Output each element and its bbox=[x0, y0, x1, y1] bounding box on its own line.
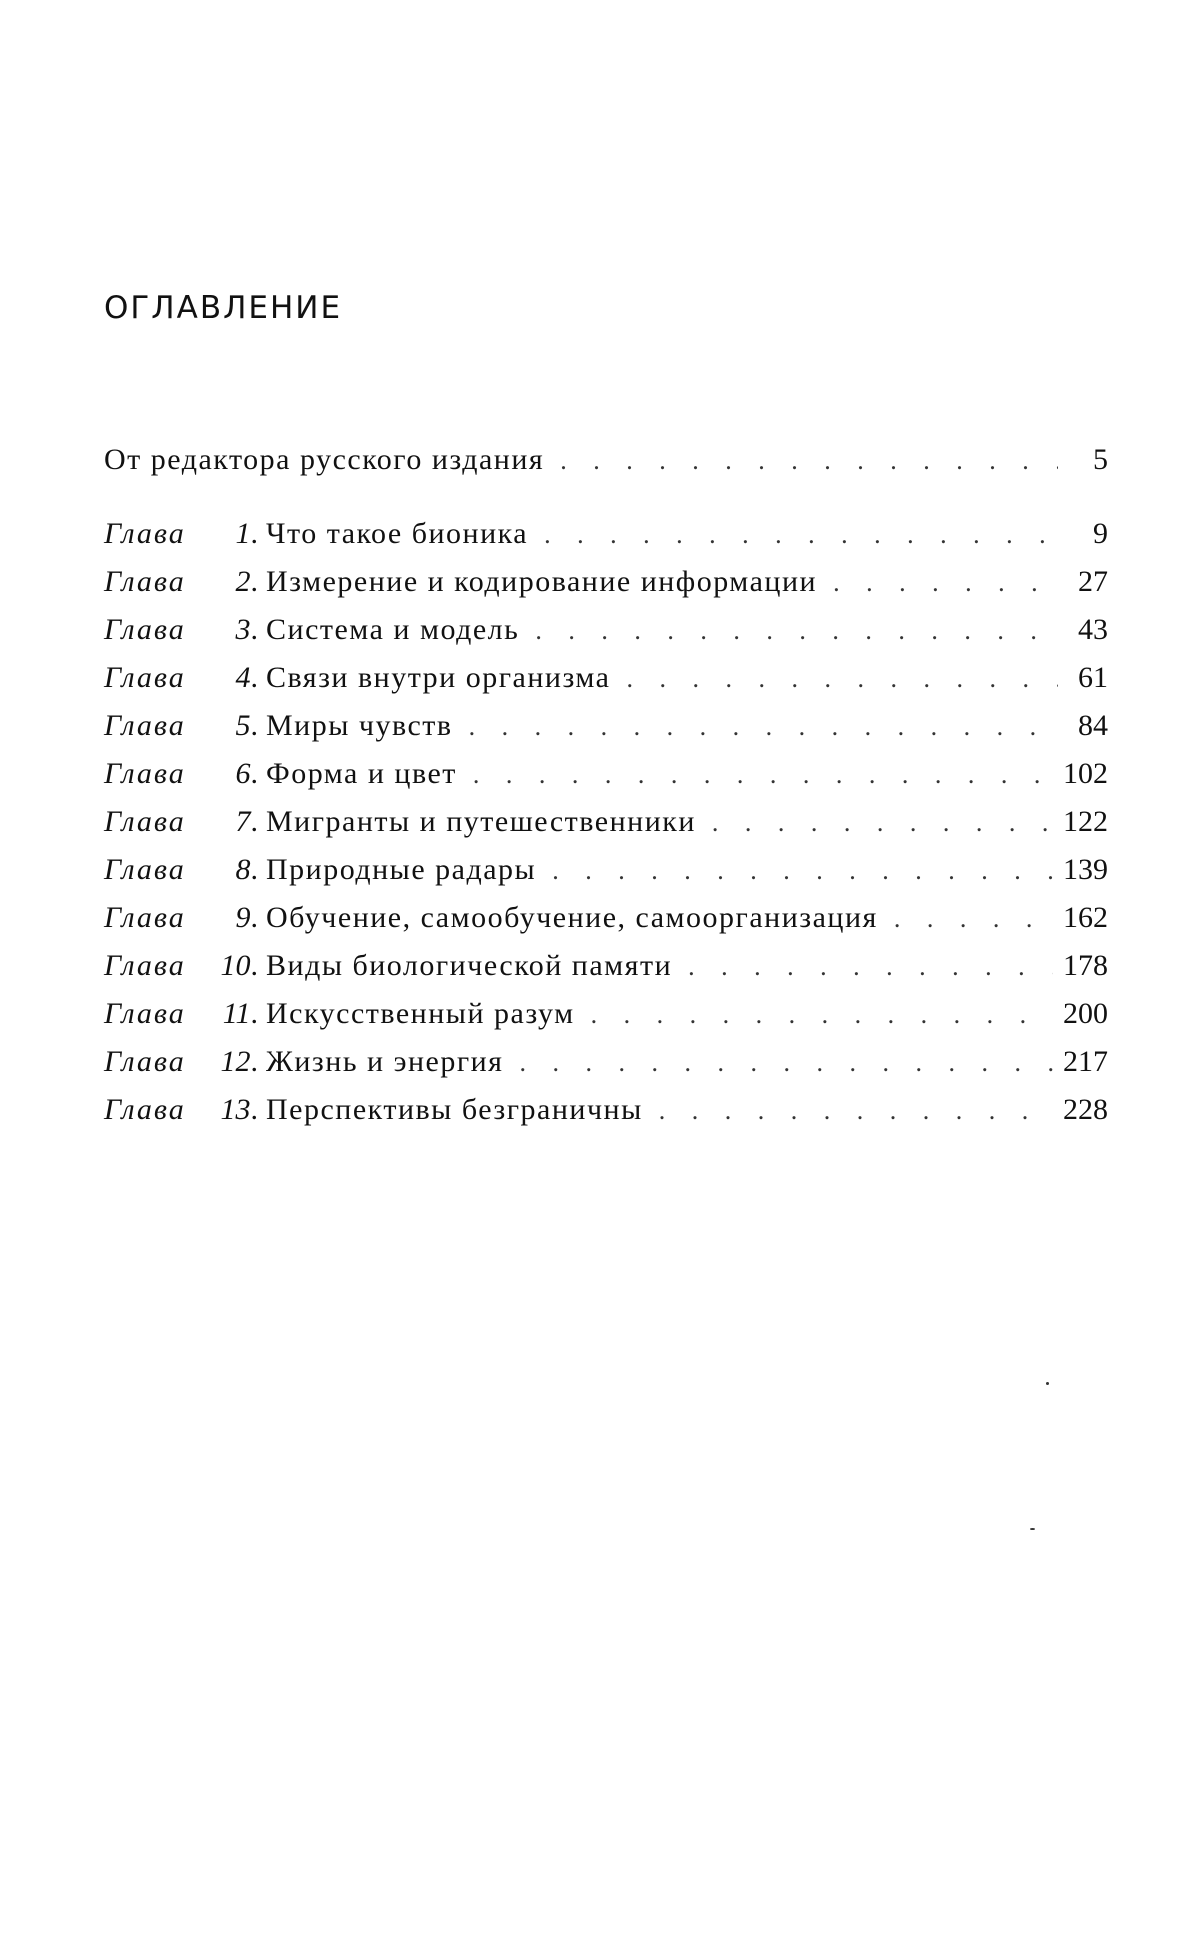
chapter-label: Глава bbox=[104, 949, 186, 982]
dot-leader bbox=[591, 991, 1053, 1039]
toc-entry-chapter bbox=[104, 798, 1108, 846]
toc-entry-title: Природные радары bbox=[266, 853, 537, 886]
toc-entry-page: 61 bbox=[1078, 661, 1108, 694]
toc-entry-page: 178 bbox=[1063, 949, 1108, 982]
chapter-number: 13. bbox=[220, 1093, 258, 1126]
chapter-label: Глава bbox=[104, 853, 186, 886]
toc-entry-title: Обучение, самообучение, самоорганизация bbox=[266, 901, 878, 934]
dot-leader bbox=[544, 511, 1058, 559]
toc-entry-page: 27 bbox=[1078, 565, 1108, 598]
chapter-label: Глава bbox=[104, 517, 186, 550]
toc-entry-page: 102 bbox=[1063, 757, 1108, 790]
chapter-label: Глава bbox=[104, 661, 186, 694]
dot-leader bbox=[560, 437, 1058, 485]
chapter-number: 5. bbox=[235, 709, 258, 742]
toc-entry-title: Связи внутри организма bbox=[266, 661, 611, 694]
chapter-number: 3. bbox=[235, 613, 258, 646]
toc-entry-title: Что такое бионика bbox=[266, 517, 529, 550]
toc-entry-title: Измерение и кодирование информации bbox=[266, 565, 818, 598]
toc-entry-title: Искусственный разум bbox=[266, 997, 575, 1030]
chapter-number: 12. bbox=[220, 1045, 258, 1078]
toc-entry-chapter bbox=[104, 1038, 1108, 1086]
dot-leader bbox=[659, 1087, 1053, 1135]
chapter-number: 4. bbox=[235, 661, 258, 694]
chapter-number: 6. bbox=[235, 757, 258, 790]
toc-entry-title: Форма и цвет bbox=[266, 757, 457, 790]
dot-leader bbox=[552, 847, 1053, 895]
chapter-number: 1. bbox=[235, 517, 258, 550]
toc-entry-page: 84 bbox=[1078, 709, 1108, 742]
chapter-number: 8. bbox=[235, 853, 258, 886]
chapter-number: 2. bbox=[235, 565, 258, 598]
dot-leader bbox=[473, 751, 1053, 799]
toc-entry-chapter bbox=[104, 654, 1108, 702]
toc-entry-chapter bbox=[104, 702, 1108, 750]
dot-leader bbox=[535, 607, 1058, 655]
toc-entry-title: От редактора русского издания bbox=[104, 443, 545, 476]
dot-leader bbox=[626, 655, 1058, 703]
chapter-label: Глава bbox=[104, 757, 186, 790]
toc-entry-page: 162 bbox=[1063, 901, 1108, 934]
chapter-label: Глава bbox=[104, 997, 186, 1030]
toc-entry-title: Виды биологической памяти bbox=[266, 949, 673, 982]
toc-entry-page: 228 bbox=[1063, 1093, 1108, 1126]
chapter-label: Глава bbox=[104, 805, 186, 838]
chapter-label: Глава bbox=[104, 709, 186, 742]
page-title: ОГЛАВЛЕНИЕ bbox=[104, 290, 343, 326]
toc-entry-page: 43 bbox=[1078, 613, 1108, 646]
chapter-number: 9. bbox=[235, 901, 258, 934]
chapter-number: 7. bbox=[235, 805, 258, 838]
table-of-contents bbox=[104, 436, 1108, 1134]
chapter-number: 11. bbox=[222, 997, 258, 1030]
chapter-label: Глава bbox=[104, 901, 186, 934]
dot-leader bbox=[519, 1039, 1053, 1087]
toc-entry-title: Мигранты и путешественники bbox=[266, 805, 696, 838]
chapter-label: Глава bbox=[104, 1045, 186, 1078]
dot-leader bbox=[833, 559, 1058, 607]
chapter-label: Глава bbox=[104, 565, 186, 598]
toc-entry-page: 139 bbox=[1063, 853, 1108, 886]
chapter-number: 10. bbox=[220, 949, 258, 982]
toc-entry-title: Перспективы безграничны bbox=[266, 1093, 643, 1126]
toc-entry-page: 9 bbox=[1093, 517, 1108, 550]
toc-entry-chapter bbox=[104, 558, 1108, 606]
toc-entry-chapter bbox=[104, 942, 1108, 990]
toc-entry-foreword bbox=[104, 436, 1108, 484]
toc-entry-chapter bbox=[104, 1086, 1108, 1134]
toc-entry-chapter bbox=[104, 750, 1108, 798]
toc-entry-chapter bbox=[104, 846, 1108, 894]
dot-leader bbox=[469, 703, 1058, 751]
chapter-label: Глава bbox=[104, 613, 186, 646]
toc-entry-page: 122 bbox=[1063, 805, 1108, 838]
dot-leader bbox=[712, 799, 1053, 847]
toc-entry-page: 217 bbox=[1063, 1045, 1108, 1078]
toc-entry-title: Жизнь и энергия bbox=[266, 1045, 504, 1078]
dot-leader bbox=[688, 943, 1053, 991]
toc-entry-title: Миры чувств bbox=[266, 709, 453, 742]
toc-entry-chapter bbox=[104, 510, 1108, 558]
toc-entry-chapter bbox=[104, 606, 1108, 654]
toc-entry-page: 5 bbox=[1093, 443, 1108, 476]
toc-entry-chapter bbox=[104, 990, 1108, 1038]
chapter-label: Глава bbox=[104, 1093, 186, 1126]
toc-entry-title: Система и модель bbox=[266, 613, 520, 646]
toc-entry-chapter bbox=[104, 894, 1108, 942]
dot-leader bbox=[894, 895, 1053, 943]
scan-speck bbox=[1046, 1382, 1049, 1385]
toc-entry-page: 200 bbox=[1063, 997, 1108, 1030]
scan-speck bbox=[1030, 1528, 1035, 1530]
